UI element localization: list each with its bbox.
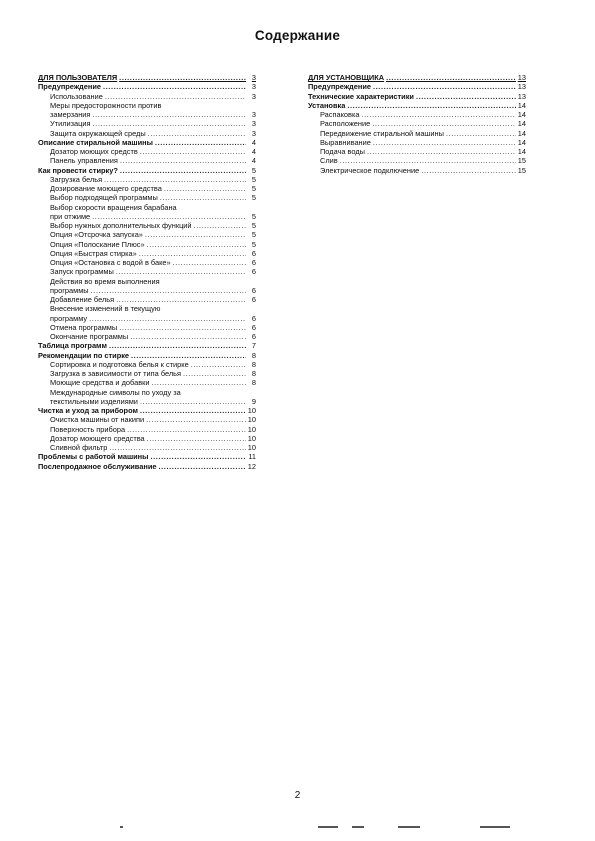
dot-leader xyxy=(93,119,246,128)
toc-subsection-entry xyxy=(38,277,256,286)
dot-leader xyxy=(164,184,246,193)
dot-leader xyxy=(146,415,246,424)
toc-entry-title: Опция «Быстрая стирка» xyxy=(50,248,137,258)
toc-subsection-entry xyxy=(38,240,256,249)
toc-entry-page: 15 xyxy=(517,165,526,175)
toc-entry-page: 5 xyxy=(251,174,256,184)
toc-entry-page: 10 xyxy=(247,406,256,415)
toc-section-entry xyxy=(38,452,256,461)
toc-entry-page: 6 xyxy=(251,285,256,295)
toc-subsection-entry xyxy=(308,119,526,128)
toc-entry-page: 7 xyxy=(251,341,256,351)
dot-leader xyxy=(194,221,246,230)
toc-entry-title: Дозирование моющего средства xyxy=(50,184,162,193)
dot-leader xyxy=(145,230,246,239)
toc-subsection-entry xyxy=(308,147,526,156)
toc-subsection-entry xyxy=(38,332,256,341)
toc-subsection-entry xyxy=(38,378,256,387)
toc-section-entry xyxy=(38,341,256,350)
dot-leader xyxy=(104,175,246,184)
toc-subsection-entry xyxy=(38,415,256,424)
dot-leader xyxy=(173,258,246,267)
toc-entry-title: текстильными изделиями xyxy=(50,396,138,406)
toc-entry-title: Дозатор моющего средства xyxy=(50,433,145,443)
dot-leader xyxy=(109,341,246,350)
toc-entry-page: 13 xyxy=(517,73,526,82)
dot-leader xyxy=(120,166,246,175)
toc-entry-page: 13 xyxy=(517,91,526,101)
toc-subsection-entry xyxy=(38,203,256,212)
toc-entry-page: 3 xyxy=(251,119,256,129)
toc-section-entry xyxy=(38,73,256,82)
toc-entry-title: Технические характеристики xyxy=(308,91,414,101)
toc-subsection-entry xyxy=(38,230,256,239)
toc-entry-title: Установка xyxy=(308,100,346,110)
dot-leader xyxy=(140,397,246,406)
toc-entry-title: Распаковка xyxy=(320,110,360,119)
dot-leader xyxy=(416,92,516,101)
toc-entry-page: 6 xyxy=(251,322,256,332)
toc-entry-title: Действия во время выполнения xyxy=(50,276,160,286)
toc-subsection-entry xyxy=(38,110,256,119)
dot-leader xyxy=(421,166,516,175)
toc-entry-title: Опция «Полоскание Плюс» xyxy=(50,239,145,249)
toc-subsection-entry xyxy=(38,221,256,230)
dot-leader xyxy=(340,156,516,165)
dot-leader xyxy=(155,138,246,147)
toc-entry-page: 14 xyxy=(517,119,526,129)
toc-entry-page: 5 xyxy=(251,211,256,221)
toc-subsection-entry xyxy=(38,425,256,434)
toc-entry-title: Рекомендации по стирке xyxy=(38,350,130,360)
dot-leader xyxy=(116,295,246,304)
toc-entry-page: 15 xyxy=(517,156,526,166)
toc-entry-title: Расположение xyxy=(320,119,371,129)
toc-entry-page: 10 xyxy=(247,443,256,452)
dot-leader xyxy=(367,147,516,156)
toc-entry-page: 14 xyxy=(517,147,526,156)
dot-leader xyxy=(183,369,246,378)
toc-entry-title: Загрузка в зависимости от типа белья xyxy=(50,369,181,378)
toc-entry-page: 6 xyxy=(251,267,256,277)
dot-leader xyxy=(120,156,246,165)
dot-leader xyxy=(160,193,246,202)
dot-leader xyxy=(109,443,245,452)
toc-subsection-entry xyxy=(308,138,526,147)
dot-leader xyxy=(103,82,246,91)
toc-entry-title: Моющие средства и добавки xyxy=(50,378,150,388)
toc-entry-page: 5 xyxy=(251,230,256,240)
toc-entry-title: Утилизация xyxy=(50,119,91,129)
toc-entry-title: Защита окружающей среды xyxy=(50,128,146,138)
toc-section-entry xyxy=(38,82,256,91)
toc-subsection-entry xyxy=(38,212,256,221)
dot-leader xyxy=(152,378,247,387)
dot-leader xyxy=(105,92,246,101)
toc-subsection-entry xyxy=(38,175,256,184)
toc-entry-page: 4 xyxy=(251,137,256,147)
dot-leader xyxy=(372,119,516,128)
toc-entry-title: Загрузка белья xyxy=(50,174,103,184)
toc-entry-title: Как провести стирку? xyxy=(38,165,118,175)
toc-entry-title: Предупреждение xyxy=(38,82,101,92)
scan-artifact xyxy=(398,826,420,828)
toc-entry-page: 5 xyxy=(251,193,256,203)
toc-subsection-entry xyxy=(308,156,526,165)
toc-subsection-entry xyxy=(38,184,256,193)
toc-entry-title: Послепродажное обслуживание xyxy=(38,461,157,471)
dot-leader xyxy=(446,129,516,138)
dot-leader xyxy=(92,212,246,221)
toc-entry-page: 14 xyxy=(517,100,526,110)
toc-entry-page: 10 xyxy=(247,424,256,434)
toc-entry-title: программу xyxy=(50,313,88,323)
toc-subsection-entry xyxy=(308,166,526,175)
toc-subsection-entry xyxy=(308,110,526,119)
toc-subsection-entry xyxy=(38,434,256,443)
scan-artifact xyxy=(352,826,364,828)
dot-leader xyxy=(130,332,246,341)
dot-leader xyxy=(119,73,246,82)
toc-entry-title: Запуск программы xyxy=(50,267,114,277)
toc-entry-title: Таблица программ xyxy=(38,341,107,351)
toc-entry-title: Выбор скорости вращения барабана xyxy=(50,202,177,212)
toc-entry-title: Подача воды xyxy=(320,147,365,156)
toc-entry-page: 6 xyxy=(251,248,256,258)
toc-subsection-entry xyxy=(38,119,256,128)
toc-section-entry xyxy=(38,351,256,360)
toc-entry-page: 5 xyxy=(251,184,256,193)
toc-entry-page: 3 xyxy=(251,91,256,101)
toc-entry-page: 5 xyxy=(251,165,256,175)
toc-subsection-entry xyxy=(38,314,256,323)
toc-subsection-entry xyxy=(38,193,256,202)
toc-entry-page: 8 xyxy=(251,369,256,378)
toc-entry-title: ДЛЯ УСТАНОВЩИКА xyxy=(308,73,385,82)
toc-entry-page: 6 xyxy=(251,332,256,341)
toc-section-entry xyxy=(308,92,526,101)
page-title: Содержание xyxy=(254,28,341,43)
toc-entry-page: 12 xyxy=(247,461,256,471)
dot-leader xyxy=(386,73,516,82)
toc-subsection-entry xyxy=(38,249,256,258)
toc-subsection-entry xyxy=(308,129,526,138)
toc-entry-page: 13 xyxy=(517,82,526,92)
toc-subsection-entry xyxy=(38,129,256,138)
dot-leader xyxy=(140,406,246,415)
dot-leader xyxy=(191,360,246,369)
toc-section-entry xyxy=(38,166,256,175)
dot-leader xyxy=(150,452,246,461)
dot-leader xyxy=(92,110,246,119)
toc-entry-page: 9 xyxy=(251,396,256,406)
toc-entry-page: 3 xyxy=(251,110,256,119)
toc-entry-page: 5 xyxy=(251,221,256,230)
toc-entry-title: Окончание программы xyxy=(50,332,129,341)
toc-entry-title: при отжиме xyxy=(50,211,91,221)
toc-entry-title: Выбор нужных дополнительных функций xyxy=(50,221,192,230)
toc-entry-page: 6 xyxy=(251,313,256,323)
toc-entry-page: 6 xyxy=(251,295,256,304)
toc-entry-page: 10 xyxy=(247,415,256,425)
toc-section-entry xyxy=(308,101,526,110)
dot-leader xyxy=(148,129,246,138)
dot-leader xyxy=(140,147,246,156)
dot-leader xyxy=(119,323,246,332)
toc-entry-page: 3 xyxy=(251,128,256,138)
toc-entry-page: 3 xyxy=(251,73,256,82)
toc-entry-title: Опция «Остановка с водой в баке» xyxy=(50,258,171,267)
page-number: 2 xyxy=(294,790,301,801)
toc-entry-title: Панель управления xyxy=(50,156,118,166)
toc-entry-title: Международные символы по уходу за xyxy=(50,387,181,397)
dot-leader xyxy=(158,462,245,471)
toc-entry-title: Слив xyxy=(320,156,338,166)
toc-section-entry xyxy=(308,73,526,82)
toc-subsection-entry xyxy=(38,267,256,276)
toc-entry-title: Выравнивание xyxy=(320,137,371,147)
dot-leader xyxy=(91,286,246,295)
toc-section-entry xyxy=(38,462,256,471)
toc-subsection-entry xyxy=(38,295,256,304)
toc-subsection-entry xyxy=(38,286,256,295)
toc-entry-page: 4 xyxy=(251,147,256,156)
toc-entry-title: Описание стиральной машины xyxy=(38,137,153,147)
toc-entry-title: Добавление белья xyxy=(50,295,115,304)
dot-leader xyxy=(347,101,515,110)
toc-left-column xyxy=(38,73,256,471)
toc-entry-page: 5 xyxy=(251,239,256,249)
dot-leader xyxy=(373,82,516,91)
toc-entry-title: ДЛЯ ПОЛЬЗОВАТЕЛЯ xyxy=(38,73,118,82)
toc-entry-page: 11 xyxy=(248,452,256,462)
toc-entry-title: Меры предосторожности против xyxy=(50,100,162,110)
toc-entry-title: Использование xyxy=(50,91,103,101)
toc-subsection-entry xyxy=(38,304,256,313)
toc-subsection-entry xyxy=(38,388,256,397)
toc-entry-title: Электрическое подключение xyxy=(320,165,420,175)
toc-entry-page: 8 xyxy=(251,359,256,369)
dot-leader xyxy=(147,240,246,249)
scan-artifact xyxy=(480,826,510,828)
dot-leader xyxy=(127,425,246,434)
toc-subsection-entry xyxy=(38,101,256,110)
toc-entry-title: Очистка машины от накипи xyxy=(50,415,145,425)
toc-right-column xyxy=(308,73,526,175)
toc-entry-title: Отмена программы xyxy=(50,322,118,332)
toc-subsection-entry xyxy=(38,369,256,378)
toc-entry-page: 14 xyxy=(517,128,526,138)
toc-subsection-entry xyxy=(38,258,256,267)
toc-section-entry xyxy=(38,406,256,415)
toc-entry-page: 4 xyxy=(251,156,256,166)
scan-artifact xyxy=(120,826,123,828)
toc-entry-page: 6 xyxy=(251,258,256,267)
toc-subsection-entry xyxy=(38,156,256,165)
toc-section-entry xyxy=(308,82,526,91)
dot-leader xyxy=(131,351,246,360)
dot-leader xyxy=(139,249,246,258)
dot-leader xyxy=(116,267,246,276)
toc-entry-title: программы xyxy=(50,285,89,295)
toc-entry-title: Опция «Отсрочка запуска» xyxy=(50,230,143,240)
toc-entry-title: Внесение изменений в текущую xyxy=(50,304,161,314)
toc-entry-title: Предупреждение xyxy=(308,82,371,92)
toc-subsection-entry xyxy=(38,443,256,452)
toc-entry-page: 10 xyxy=(247,433,256,443)
dot-leader xyxy=(361,110,515,119)
toc-entry-page: 8 xyxy=(251,350,256,360)
toc-section-entry xyxy=(38,138,256,147)
dot-leader xyxy=(147,434,246,443)
toc-entry-title: Передвижение стиральной машины xyxy=(320,128,444,138)
toc-entry-title: Сливной фильтр xyxy=(50,443,108,452)
dot-leader xyxy=(89,314,246,323)
scan-artifact xyxy=(318,826,338,828)
toc-entry-page: 8 xyxy=(251,378,256,388)
toc-entry-title: Чистка и уход за прибором xyxy=(38,406,138,415)
toc-subsection-entry xyxy=(38,360,256,369)
toc-entry-title: Поверхность прибора xyxy=(50,424,126,434)
toc-entry-title: Проблемы с работой машины xyxy=(38,452,149,462)
toc-entry-page: 14 xyxy=(517,137,526,147)
dot-leader xyxy=(373,138,516,147)
toc-subsection-entry xyxy=(38,323,256,332)
toc-entry-page: 14 xyxy=(517,110,526,119)
toc-entry-title: замерзания xyxy=(50,110,91,119)
toc-entry-title: Выбор подходящей программы xyxy=(50,193,158,203)
toc-subsection-entry xyxy=(38,92,256,101)
toc-subsection-entry xyxy=(38,397,256,406)
toc-entry-title: Дозатор моющих средств xyxy=(50,147,138,156)
toc-entry-title: Сортировка и подготовка белья к стирке xyxy=(50,359,189,369)
toc-subsection-entry xyxy=(38,147,256,156)
toc-entry-page: 3 xyxy=(251,82,256,92)
